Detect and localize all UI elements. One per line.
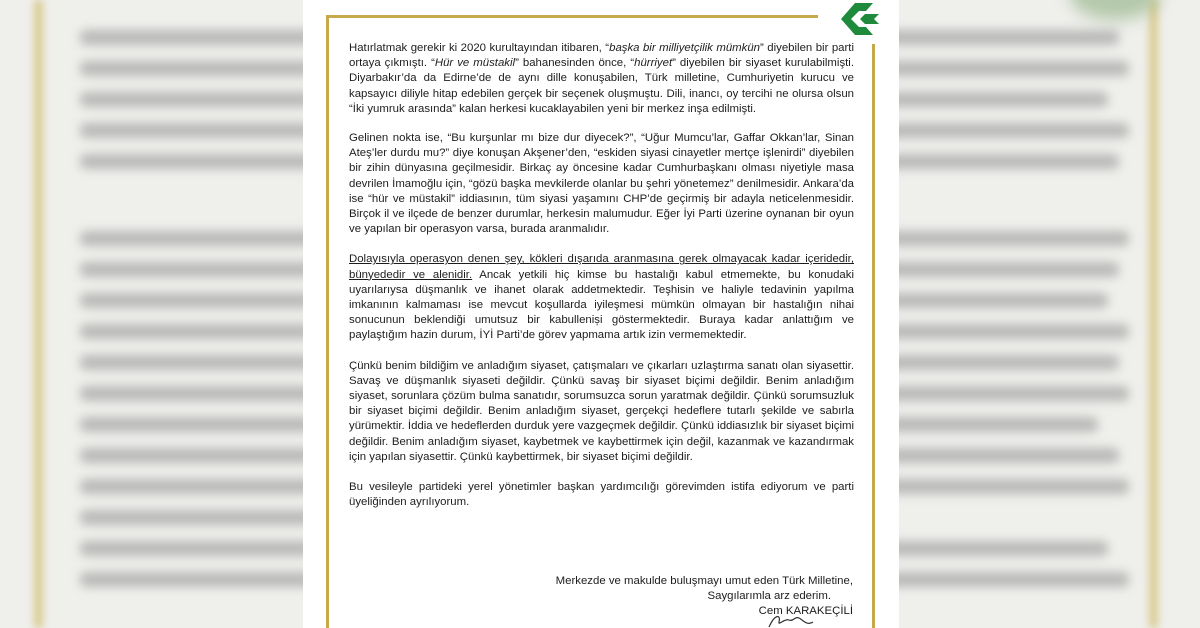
- background-frame-right: [1149, 0, 1158, 628]
- paragraph-1-text-b: ” diyebilen bir parti ortaya çıkmıştı. “: [349, 42, 854, 70]
- paragraph-4: Çünkü benim bildiğim ve anladığım siyaset, çatışmaları ve çıkarları uzlaştırma sanatı olan siyasettir. Savaş ve düşmanlık siyaseti değildir. Çünkü savaş bir siyaset biçimi değildir. Benim anladığım siyaset, sorunlara çözüm bulma sanatıdır, sorumsuzca sorun yaratmak değildir. Çünkü sorumsuzluk bir siyaset biçimi değildir. Benim anladığım siyaset, gerçekçi hedeflere tutarlı şekilde ve sabırla yürümektir. İddia ve hedeflerden durduk yere vazgeçmek değildir. Çünkü iddiasızlık bir siyaset biçimi değildir. Benim anladığım siyaset, kaybetmek ve kaybettirmek için değil, kazanmak ve kazandırmak için yapılan siyasettir. Çünkü kaybettirmek, bir siyaset biçimi değildir.: [349, 359, 854, 463]
- letter-body: [349, 41, 854, 525]
- paragraph-1-text-c: ” bahanesinden önce, “: [515, 57, 635, 70]
- paragraph-1-italic-2: Hür ve müstakil: [434, 57, 516, 70]
- paragraph-1-italic-3: hürriyet: [634, 57, 673, 70]
- paragraph-1: [349, 41, 854, 117]
- party-logo-icon: [835, 1, 883, 37]
- frame-left-border: [326, 15, 329, 628]
- paragraph-1-italic-1: başka bir milliyetçilik mümkün: [609, 42, 761, 54]
- signer-name: Cem KARAKEÇİLİ: [758, 605, 853, 618]
- paragraph-3: [349, 252, 854, 343]
- signature-icon: [765, 612, 845, 628]
- background-frame-left: [34, 0, 43, 628]
- paragraph-1-text-d: ” diyebilen bir siyaset kurulabilmişti. Diyarbakır’da da Edirne’de de aynı dille konuşabilen, Türk milletine, Cumhuriyetin kurucu ve kapsayıcı diliyle hitap edebilen gerçek bir seçenek oluşmuştu. Dili, inancı, oy tercihi ne olursa olsun “İki yumruk arasında” kalan herkesi kucaklayabilen yeni bir merkez inşa edilmişti.: [349, 57, 854, 115]
- frame-top-border: [326, 15, 818, 18]
- closing-line-2: Saygılarımla arz ederim.: [707, 590, 831, 603]
- paragraph-3-underlined: Dolayısıyla operasyon denen şey, kökleri dışarıda aranmasına gerek olmayacak kadar içeridedir, bünyededir ve alenidir.: [349, 253, 854, 281]
- paragraph-1-text-a: Hatırlatmak gerekir ki 2020 kurultayından itibaren, “: [349, 42, 610, 54]
- paragraph-3-rest: Ancak yetkili hiç kimse bu hastalığı kabul etmemekte, bu konudaki uyarılarıysa düşmanlık ve ihanet olarak addetmektedir. Teşhisin ve haliyle tedavinin yapılma imkanının kalmaması ise mevcut koşullarda iyileşmesi mümkün olmayan bir hastalığın nihai sonucunun beklendiği umutsuz bir kabulleniși göstermektedir. Buraya kadar anlattığım ve paylaştığım hazin durum, İYİ Parti’de görev yapmama artık izin vermemektedir.: [349, 268, 854, 342]
- paragraph-5: Bu vesileyle partideki yerel yönetimler başkan yardımcılığı görevimden istifa ediyorum ve parti üyeliğinden ayrılıyorum.: [349, 481, 854, 509]
- frame-right-border: [872, 44, 875, 628]
- paragraph-2: Gelinen nokta ise, “Bu kurşunlar mı bize dur diyecek?”, “Uğur Mumcu’lar, Gaffar Okkan’lar, Sinan Ateş’ler durdu mu?” diye konuşan Akşener’den, “eskiden siyasi cinayetler mertçe işlenirdi” diyebilen bir zihin dünyasına geçilmesidir. Birkaç ay öncesine kadar Cumhurbaşkanı olması niyetiyle masa devrilen İmamoğlu için, “gözü başka mevkilerde olanlar bu şehri yönetemez” denilmesidir. Ankara’da ise “hür ve müstakil” iddiasının, tüm siyasi yaşamını CHP’de geçirmiş bir adayla neticelenmesidir. Birçok il ve ilçede de benzer durumlar, herkesin malumudur. Eğer İyi Parti üzerine oynanan bir oyun ve yapılan bir operasyon varsa, burada aranmalıdır.: [349, 132, 854, 236]
- letter-document: [303, 0, 899, 628]
- background-logo-blur: [1070, 0, 1160, 20]
- closing-line-1: Merkezde ve makulde buluşmayı umut eden Türk Milletine,: [555, 575, 853, 587]
